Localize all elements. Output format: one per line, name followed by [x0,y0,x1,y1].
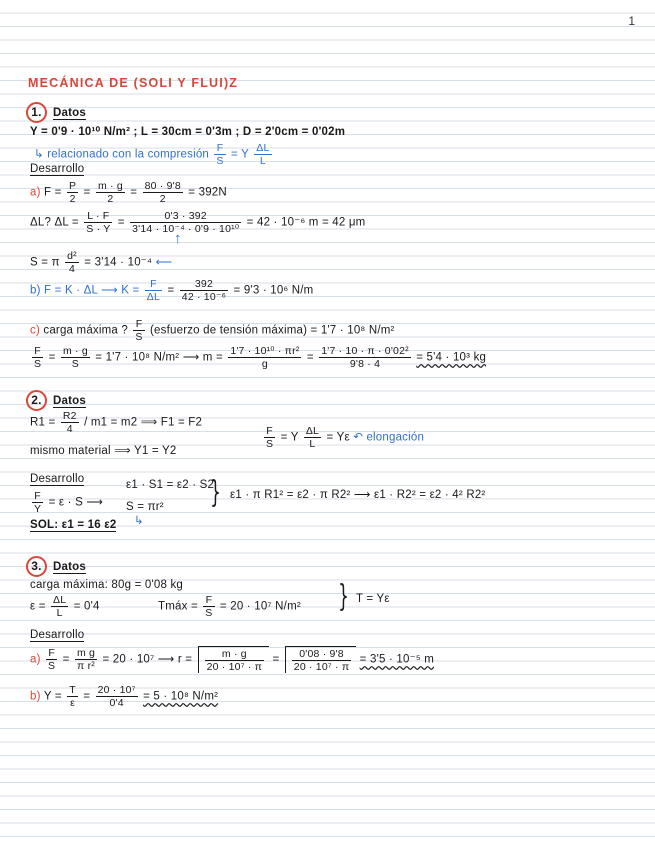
down-arrow-icon: ↳ [134,515,144,527]
p3-tmax-line: Tmáx = $\frac{F}{S}$ = 20 · 10⁷ N/m² [158,594,301,619]
arrow-up-icon: ↑ [174,230,182,247]
elongation-note: elongación [366,431,425,444]
page-number: 1 [628,14,635,28]
p3-eps-line: ε = $\frac{\Delta L}{L}$ = 0'4 [30,594,100,619]
p2-r-line: R1 = $\frac{R2}{4}$ / m1 = m2 ⟹ F1 = F2 [30,410,203,435]
p1-c-label: c) [30,324,40,337]
p2-chain-line: ε1 · π R1² = ε2 · π R2² ⟶ ε1 · R2² = ε2 · 4² R2² [230,489,486,501]
note-eq: = Y [231,148,249,161]
problem-2-header: 2. Datos [26,390,86,411]
p3-a-result: = 3'5 · 10⁻⁵ m [359,653,434,666]
desarrollo-3-heading: Desarrollo [30,629,85,641]
compression-note: relacionado con la compresión [47,148,210,161]
curve-arrow-icon: ↶ [353,431,364,444]
p1-c2-line: $\frac{F}{S}$ = $\frac{m \cdot g}{S}$ = 1'7 · 10⁸ N/m² ⟶ m = $\frac{\text{1'7 · 10¹⁰ · πr²}}{g}$ = $\frac{\text{1'7 · 10 · π · 0'02²}}{9'8 \cdot 4}$ = 5'4 · 10³ kg [34,345,487,370]
p2-same-material: mismo material ⟹ Y1 = Y2 [30,445,177,457]
p1-b-result: = 9'3 · 10⁶ N/m [233,284,314,297]
p2-hooke-line: $\frac{F}{S}$ = Y $\frac{\Delta L}{L}$ = Yε ↶ elongación [266,425,425,450]
page-title: MECÁNICA DE (SOLI Y FLUI)Z [28,76,239,90]
brace-icon-2: } [338,579,349,614]
p2-e1-line: ε1 · S1 = ε2 · S2 [126,479,215,491]
p2-f-line: $\frac{F}{Y}$ = ε · S ⟶ [34,490,104,515]
p2-s-line: S = πr² [126,501,164,513]
problem-3-number: 3. [26,556,47,577]
p3-b-result: = 5 · 10⁸ N/m² [143,690,219,703]
p1-dl-line: ΔL? ΔL = $\frac{L \cdot F}{S \cdot Y}$ = $\frac{0'3 \cdot 392}{\text{3'14 · 10⁻⁴ · 0'9 · 10¹⁰}}$ = 42 · 10⁻⁶ m = 42 μm [30,210,366,235]
p3-a-line: a) $\frac{F}{S}$ = $\frac{\text{m g}}{\text{π r²}}$ = 20 · 10⁷ ⟶ r = $\frac{m \cdot g}{\text{20 · 10⁷ · π}}$ = $\frac{0'08 \cdot 9'8}{\text{20 · 10⁷ · π}}$ = 3'5 · 10⁻⁵ m [30,647,434,673]
p3-carga: carga máxima: 80g = 0'08 kg [30,579,184,591]
desarrollo-1-heading: Desarrollo [30,163,85,175]
problem-1-number: 1. [26,102,47,123]
problem-1-header [26,102,86,123]
p1-a-line: a) F = $\frac{P}{2}$ = $\frac{m \cdot g}{2}$ = $\frac{80 \cdot 9'8}{2}$ = 392N [30,180,227,205]
compression-note-line: ↳ relacionado con la compresión $\frac{F}{S}$ = Y $\frac{\Delta L}{L}$ [34,142,270,167]
arrow-left-icon: ⟵ [155,256,173,269]
p1-b-line: b) F = K · ΔL ⟶ K = $\frac{F}{\Delta L}$ = $\frac{392}{\text{42 · 10⁻⁶}}$ = 9'3 · 10⁶ N/m [30,278,314,303]
p1-a-label: a) [30,186,41,199]
p1-s-line: S = π $\frac{\text{d²}}{4}$ = 3'14 · 10⁻⁴ ⟵ [30,250,173,275]
p3-b-label: b) [30,690,41,703]
p3-a-label: a) [30,653,41,666]
p2-solution: SOL: ε1 = 16 ε2 [30,519,117,531]
problem-1-given: Y = 0'9 · 10¹⁰ N/m² ; L = 30cm = 0'3m ; D = 2'0cm = 0'02m [30,126,346,138]
desarrollo-2-heading: Desarrollo [30,473,85,485]
datos-heading: Datos [53,107,86,119]
p1-c-line: c) carga máxima ? $\frac{F}{S}$ (esfuerzo de tensión máxima) = 1'7 · 10⁸ N/m² [30,318,395,343]
p1-c-result: = 5'4 · 10³ kg [416,351,487,364]
note-fraction-fs: $\frac{F}{S}$ [216,142,224,167]
p3-b-line: b) Y = $\frac{T}{\varepsilon}$ = $\frac{\text{20 · 10⁷}}{0'4}$ = 5 · 10⁸ N/m² [30,684,219,709]
note-fraction-dl: $\frac{\Delta L}{L}$ [256,142,270,167]
p1-a-result: = 392N [188,186,227,199]
p1-b-label: b) [30,284,41,297]
brace-icon: } [210,475,221,510]
problem-2-number: 2. [26,390,47,411]
problem-3-header: 3. Datos [26,556,86,577]
p1-dl-result: = 42 · 10⁻⁶ m = 42 μm [246,216,366,229]
p3-relation: T = Yε [356,593,390,605]
